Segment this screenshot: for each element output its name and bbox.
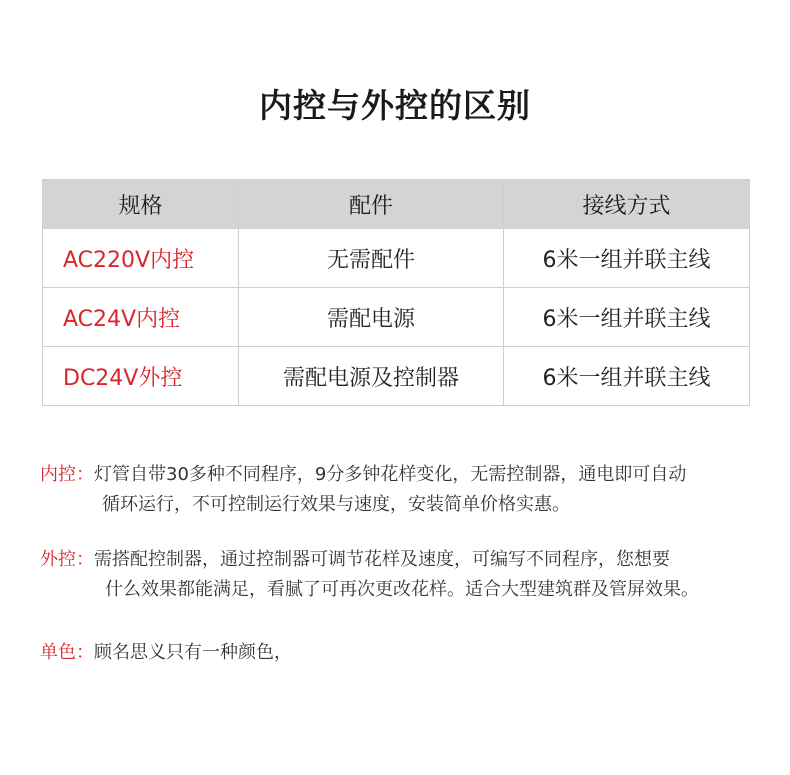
row-wiring: 6米一组并联主线 — [504, 347, 750, 406]
row-accessory: 需配电源 — [239, 288, 504, 347]
note-external — [40, 545, 760, 605]
note-external-text-1: 需搭配控制器，通过控制器可调节花样及速度，可编写不同程序，您想要 — [94, 549, 670, 570]
row-spec-name: AC24V内控 — [43, 288, 239, 347]
note-external-label: 外控： — [40, 549, 94, 570]
note-internal-text-2: 循环运行，不可控制运行效果与速度，安装简单价格实惠。 — [102, 494, 570, 515]
row-wiring: 6米一组并联主线 — [504, 288, 750, 347]
row-wiring: 6米一组并联主线 — [504, 229, 750, 288]
header-wiring: 接线方式 — [504, 180, 750, 229]
row-accessory: 需配电源及控制器 — [239, 347, 504, 406]
page-title: 内控与外控的区别 — [259, 86, 531, 125]
note-external-text-2: 什么效果都能满足，看腻了可再次更改花样。适合大型建筑群及管屏效果。 — [105, 579, 699, 600]
table-row — [43, 288, 750, 347]
header-accessory: 配件 — [239, 180, 504, 229]
note-single-text: 顾名思义只有一种颜色， — [94, 642, 292, 663]
note-single-label: 单色： — [40, 642, 94, 663]
note-internal-text-1: 灯管自带30多种不同程序，9分多钟花样变化，无需控制器，通电即可自动 — [94, 464, 687, 485]
table-row — [43, 229, 750, 288]
spec-table — [42, 179, 750, 406]
note-internal — [40, 460, 760, 520]
note-single — [40, 638, 760, 668]
table-header-row — [43, 180, 750, 229]
note-internal-label: 内控： — [40, 464, 94, 485]
row-spec-name: DC24V外控 — [43, 347, 239, 406]
header-spec: 规格 — [43, 180, 239, 229]
row-spec-name: AC220V内控 — [43, 229, 239, 288]
table-row — [43, 347, 750, 406]
row-accessory: 无需配件 — [239, 229, 504, 288]
